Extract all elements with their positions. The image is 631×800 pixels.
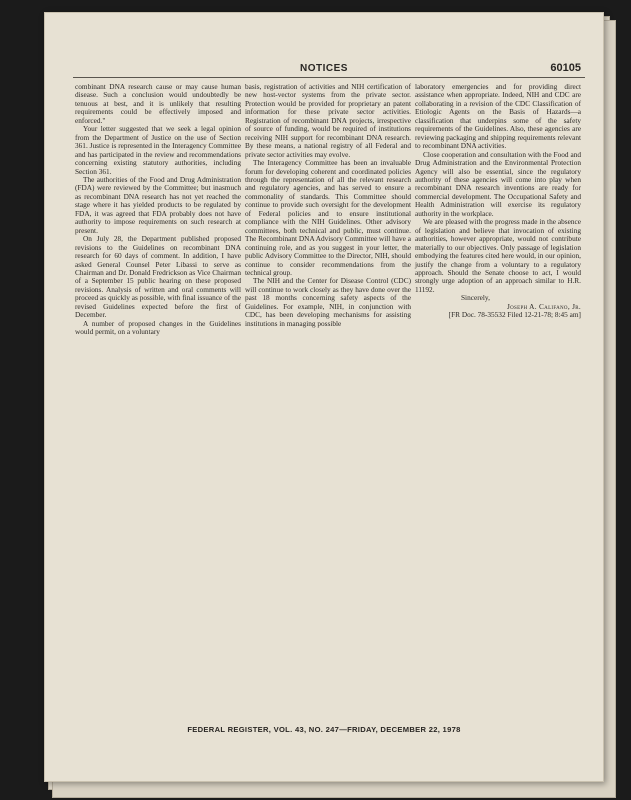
paragraph: We are pleased with the progress made in the absence of legislation and believe that invocation of existing authorities, however appropriate, would not contribute materially to our objectives. Only passage of legislation embodying the features cited here would, in our opinion, justify the change from a voluntary to a regulatory approach. Should the Senate choose to act, I would strongly urge adoption of an approach similar to H.R. 11192.: [415, 217, 581, 294]
paragraph: basis, registration of activities and NIH certification of new host-vector systems from the private sector. Protection would be provided for proprietary an patent information for these private sector activities. Registration of recombinant DNA projects, irrespective of source of funding, would be required of institutions receiving NIH support for recombinant DNA research. By these means, a national registry of all Federal and private sector activities may evolve.: [245, 82, 411, 159]
letter-signature: Joseph A. Califano, Jr.: [506, 301, 581, 311]
paragraph: The Interagency Committee has been an invaluable forum for developing coherent and coordinated policies through the representation of all the relevant research and regulatory agencies, and has served to ensure a commonality of standards. This Committee should continue to provide such oversight for the development of Federal policies and to ensure institutional compliance with the NIH Guidelines. Other advisory committees, both technical and public, must continue. The Recombinant DNA Advisory Committee will have a continuing role, and as you suggest in your letter, the public Advisory Committee to the Director, NIH, should continue to consider recommendations from the technical group.: [245, 158, 411, 277]
header-rule: [73, 77, 585, 78]
paragraph: The NIH and the Center for Disease Control (CDC) will continue to work closely as they have done over the past 18 months concerning safety aspects of the Guidelines. For example, NIH, in conjunction with CDC, has been developing mechanisms for assisting institutions in managing possible: [245, 276, 411, 328]
column-3-paragraphs: [415, 83, 581, 294]
letter-closing: Sincerely,: [461, 293, 490, 303]
paragraph: Close cooperation and consultation with the Food and Drug Administration and the Environmental Protection Agency will also be essential, since the regulatory authority of these agencies will come into play when recombinant DNA research inventions are ready for commercial development. The Occupational Safety and Health Administration will exercise its regulatory authority in the workplace.: [415, 149, 581, 218]
text-column-2: [245, 83, 411, 328]
fr-doc-filing-note: [FR Doc. 78-35532 Filed 12-21-78; 8:45 am]: [448, 310, 581, 320]
paragraph: combinant DNA research cause or may cause human disease. Such a conclusion would undoubtedly be tenuous at best, and it is unlikely that resulting requirements could be effectively imposed and enforced.": [75, 82, 241, 125]
paragraph: A number of proposed changes in the Guidelines would permit, on a voluntary: [75, 318, 241, 337]
text-column-3: [415, 83, 581, 320]
paragraph: Your letter suggested that we seek a legal opinion from the Department of Justice on the use of Section 361. Justice is represented in the Interagency Committee and has participated in the review and recommendations concerning existing statutory authorities, including Section 361.: [75, 124, 241, 176]
paragraph: On July 28, the Department published proposed revisions to the Guidelines on recombinant DNA research for 60 days of comment. In addition, I have asked General Counsel Peter Libassi to serve as Chairman and Dr. Donald Fredrickson as Vice Chairman of a September 15 public hearing on these proposed revisions. Analysis of written and oral comments will proceed as quickly as possible, with final issuance of the revised Guidelines expected before the first of December.: [75, 234, 241, 320]
page-header-title: NOTICES: [300, 63, 348, 74]
page-number: 60105: [550, 62, 581, 74]
document-page: [44, 12, 604, 782]
text-column-1: [75, 83, 241, 337]
page-footer: FEDERAL REGISTER, VOL. 43, NO. 247—FRIDAY, DECEMBER 22, 1978: [187, 725, 461, 734]
paragraph: laboratory emergencies and for providing direct assistance when appropriate. Indeed, NIH and CDC are collaborating in a revision of the CDC Classification of Etiologic Agents on the Basis of Hazards—a classification that underpins some of the safety requirements of the Guidelines. Also, these agencies are reviewing packaging and shipping requirements relevant to recombinant DNA activities.: [415, 82, 581, 151]
paragraph: The authorities of the Food and Drug Administration (FDA) were reviewed by the Committee; but inasmuch as recombinant DNA research has not yet reached the stage where it has yielded products to be regulated by FDA, it was agreed that FDA probably does not have authority to impose requirements on such research at present.: [75, 174, 241, 235]
